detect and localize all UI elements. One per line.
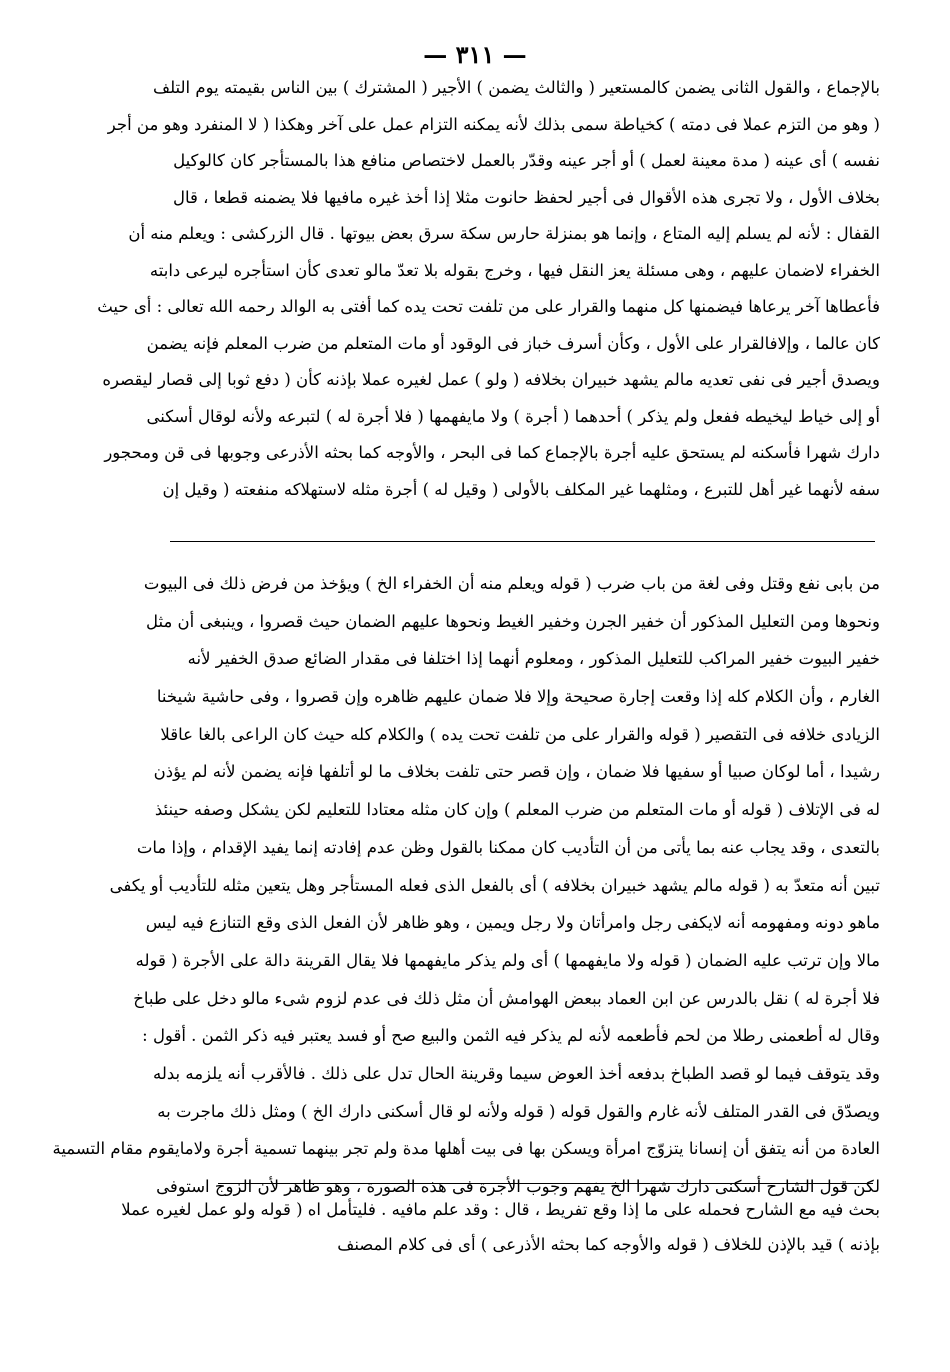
commentary-line: خفير البيوت خفير المراكب للتعليل المذكور ، ومعلوم أنهما إذا اختلفا فى مقدار الضائع صدق الخفير لأنه xyxy=(187,649,880,669)
commentary-line: رشيدا ، أما لوكان صبيا أو سفيها فلا ضمان ، وإن قصر حتى تلفت بخلاف ما لو أتلفها فإنه يضمن لأنه لم يؤذن xyxy=(153,762,880,782)
main-text-line: القفال : لأنه لم يسلم إليه المتاع ، وإنما هو بمنزلة حارس سكة سرق بعض بيوتها . قال الزركشى : ويعلم منه أن xyxy=(128,224,880,243)
footnote-block xyxy=(121,1192,880,1262)
commentary-line: وقد يتوقف فيما لو قصد الطباخ بدفعه أخذ العوض سيما وقرينة الحال تدل على ذلك . فالأقرب أنه يلزمه بدله xyxy=(152,1063,880,1083)
commentary-line: من بابى نفع وقتل وفى لغة من باب ضرب ( قوله ويعلم منه أن الخفراء الخ ) ويؤخذ من فرض ذلك فى البيوت xyxy=(143,574,880,593)
commentary-line: تبين أنه متعدّ به ( قوله مالم يشهد خبيران بخلافه ) أى بالفعل الذى فعله المستأجر وهل يتعين مثله للتأديب أو يكفى xyxy=(109,875,880,895)
commentary-line: العادة من أنه يتفق أن إنسانا يتزوّج امرأة ويسكن بها فى بيت أهلها مدة ولم تجر بينهما تسمية أجرة ولامايقوم مقام التسمية xyxy=(52,1139,880,1159)
page-number: — ٣١١ — xyxy=(423,40,527,69)
main-text-line: ( وهو من التزم عملا فى دمته ) كخياطة سمى بذلك لأنه يمكنه التزام عمل على آخر وهكذا ( لا المنفرد وهو من أجر xyxy=(107,114,880,134)
commentary-line: الزيادى خلافه فى التقصير ( قوله والقرار على من تلفت تحت يده ) والكلام كله حيث كان الراعى بالغا عاقلا xyxy=(160,724,880,744)
commentary-line: مالا وإن ترتب عليه الضمان ( قوله ولا مايفهمها ) أى ولم يذكر مايفهمها فلا يقال القرينة دالة على الأجرة ( قوله xyxy=(135,950,880,970)
main-text-line: الخفراء لاضمان عليهم ، وهى مسئلة يعز النقل فيها ، وخرج بقوله بلا تعدّ مالو تعدى كأن استأجره ليرعى دابته xyxy=(149,260,880,280)
main-text-block xyxy=(97,70,880,508)
commentary-line: ويصدّق فى القدر المتلف لأنه غارم والقول قوله ( قوله ولأنه لو قال أسكنى دارك الخ ) ومثل ذلك ماجرت به xyxy=(157,1101,880,1121)
footnote-line: بحث فيه مع الشارح فحمله على ما إذا وقع تفريط ، قال : وقد علم مافيه . فليتأمل اه ( قوله ولو عمل لغيره عملا xyxy=(121,1200,880,1219)
main-text-line: دارك شهرا فأسكنه لم يستحق عليه أجرة بالإجماع كما فى البحر ، والأوجه كما بحثه الأذرعى وجوبها فى قن ومحجور xyxy=(104,443,880,462)
commentary-line: لكن قول الشارح أسكنى دارك شهرا الخ يفهم وجوب الأجرة فى هذه الصورة ، وهو ظاهر لأن الزوج استوفى xyxy=(156,1177,880,1196)
commentary-line: الغارم ، وأن الكلام كله إذا وقعت إجارة صحيحة وإلا فلا ضمان عليهم ظاهره وإن قصروا ، وفى حاشية شيخنا xyxy=(156,687,880,707)
commentary-line: ماهو دونه ومفهومه أنه لايكفى رجل وامرأتان ولا رجل ويمين ، وهو ظاهر لأن الفعل الذى وقع التنازع فيه ليس xyxy=(145,913,880,933)
main-text-line: بالإجماع ، والقول الثانى يضمن كالمستعير ( والثالث يضمن ) الأجير ( المشترك ) بين الناس بقيمته يوم التلف xyxy=(153,78,880,97)
main-text-line: سفه لأنهما غير أهل للتبرع ، ومثلهما غير المكلف بالأولى ( وقيل له ) أجرة مثله لاستهلاكه منفعته ( وقيل إن xyxy=(162,479,880,499)
main-text-line: كان عالما ، وإلافالقرار على الأول ، وكأن أسرف خباز فى الوقود أو مات المتعلم من ضرب المعلم فإنه يضمن xyxy=(146,333,880,353)
main-text-line: فأعطاها آخر يرعاها فيضمنها كل منهما والقرار على من تلفت تحت يده كما أفتى به الوالد رحمه الله تعالى : أى حيث xyxy=(97,297,880,316)
footnote-divider xyxy=(218,1183,873,1184)
commentary-line: فلا أجرة له ) نقل بالدرس عن ابن العماد ببعض الهوامش أن مثل ذلك فى عدم لزوم شىء مالو دخل على طباخ xyxy=(133,988,880,1008)
footnote-line: بإذنه ) قيد بالإذن للخلاف ( قوله والأوجه كما بحثه الأذرعى ) أى فى كلام المصنف xyxy=(337,1235,880,1254)
commentary-line: ونحوها ومن التعليل المذكور أن خفير الجرن وخفير الغيط ونحوها عليهم الضمان حيث قصروا ، وينبغى أن مثل xyxy=(145,611,880,631)
main-text-line: أو إلى خياط ليخيطه ففعل ولم يذكر ) أحدهما ( أجرة ) ولا مايفهمها ( فلا أجرة له ) لتبرعه ولأنه لوقال أسكنى xyxy=(146,406,880,426)
main-text-line: ويصدق أجير فى نفى تعديه مالم يشهد خبيران بخلافه ( ولو ) عمل لغيره عملا بإذنه كأن ( دفع ثوبا إلى قصار ليقصره xyxy=(102,370,880,389)
commentary-line: بالتعدى ، وقد يجاب عنه بما يأتى من أن التأديب كان ممكنا بالقول وظن عدم إفادته إنما يفيد الإقدام ، وإذا مات xyxy=(136,837,880,857)
commentary-line: وقال له أطعمنى رطلا من لحم فأطعمه لأنه لم يذكر فيه الثمن والبيع صح أو فسد يعتبر فيه ذكر الثمن . أقول : xyxy=(142,1026,880,1046)
commentary-line: له فى الإتلاف ( قوله أو مات المتعلم من ضرب المعلم ) وإن كان مثله معتادا للتعليم لكن يشكل وصفه حينئذ xyxy=(154,800,880,820)
section-divider xyxy=(170,541,875,542)
main-text-line: نفسه ) أى عينه ( مدة معينة لعمل ) أو أجر عينه وقدّر بالعمل لاختصاص منافع هذا بالمستأجر كان كالوكيل xyxy=(173,151,880,170)
main-text-line: بخلاف الأول ، ولا تجرى هذه الأقوال فى أجير لحفظ حانوت مثلا إذا أخذ غيره مافيها فلا يضمنه قطعا ، قال xyxy=(172,187,880,207)
commentary-block xyxy=(52,565,880,1206)
